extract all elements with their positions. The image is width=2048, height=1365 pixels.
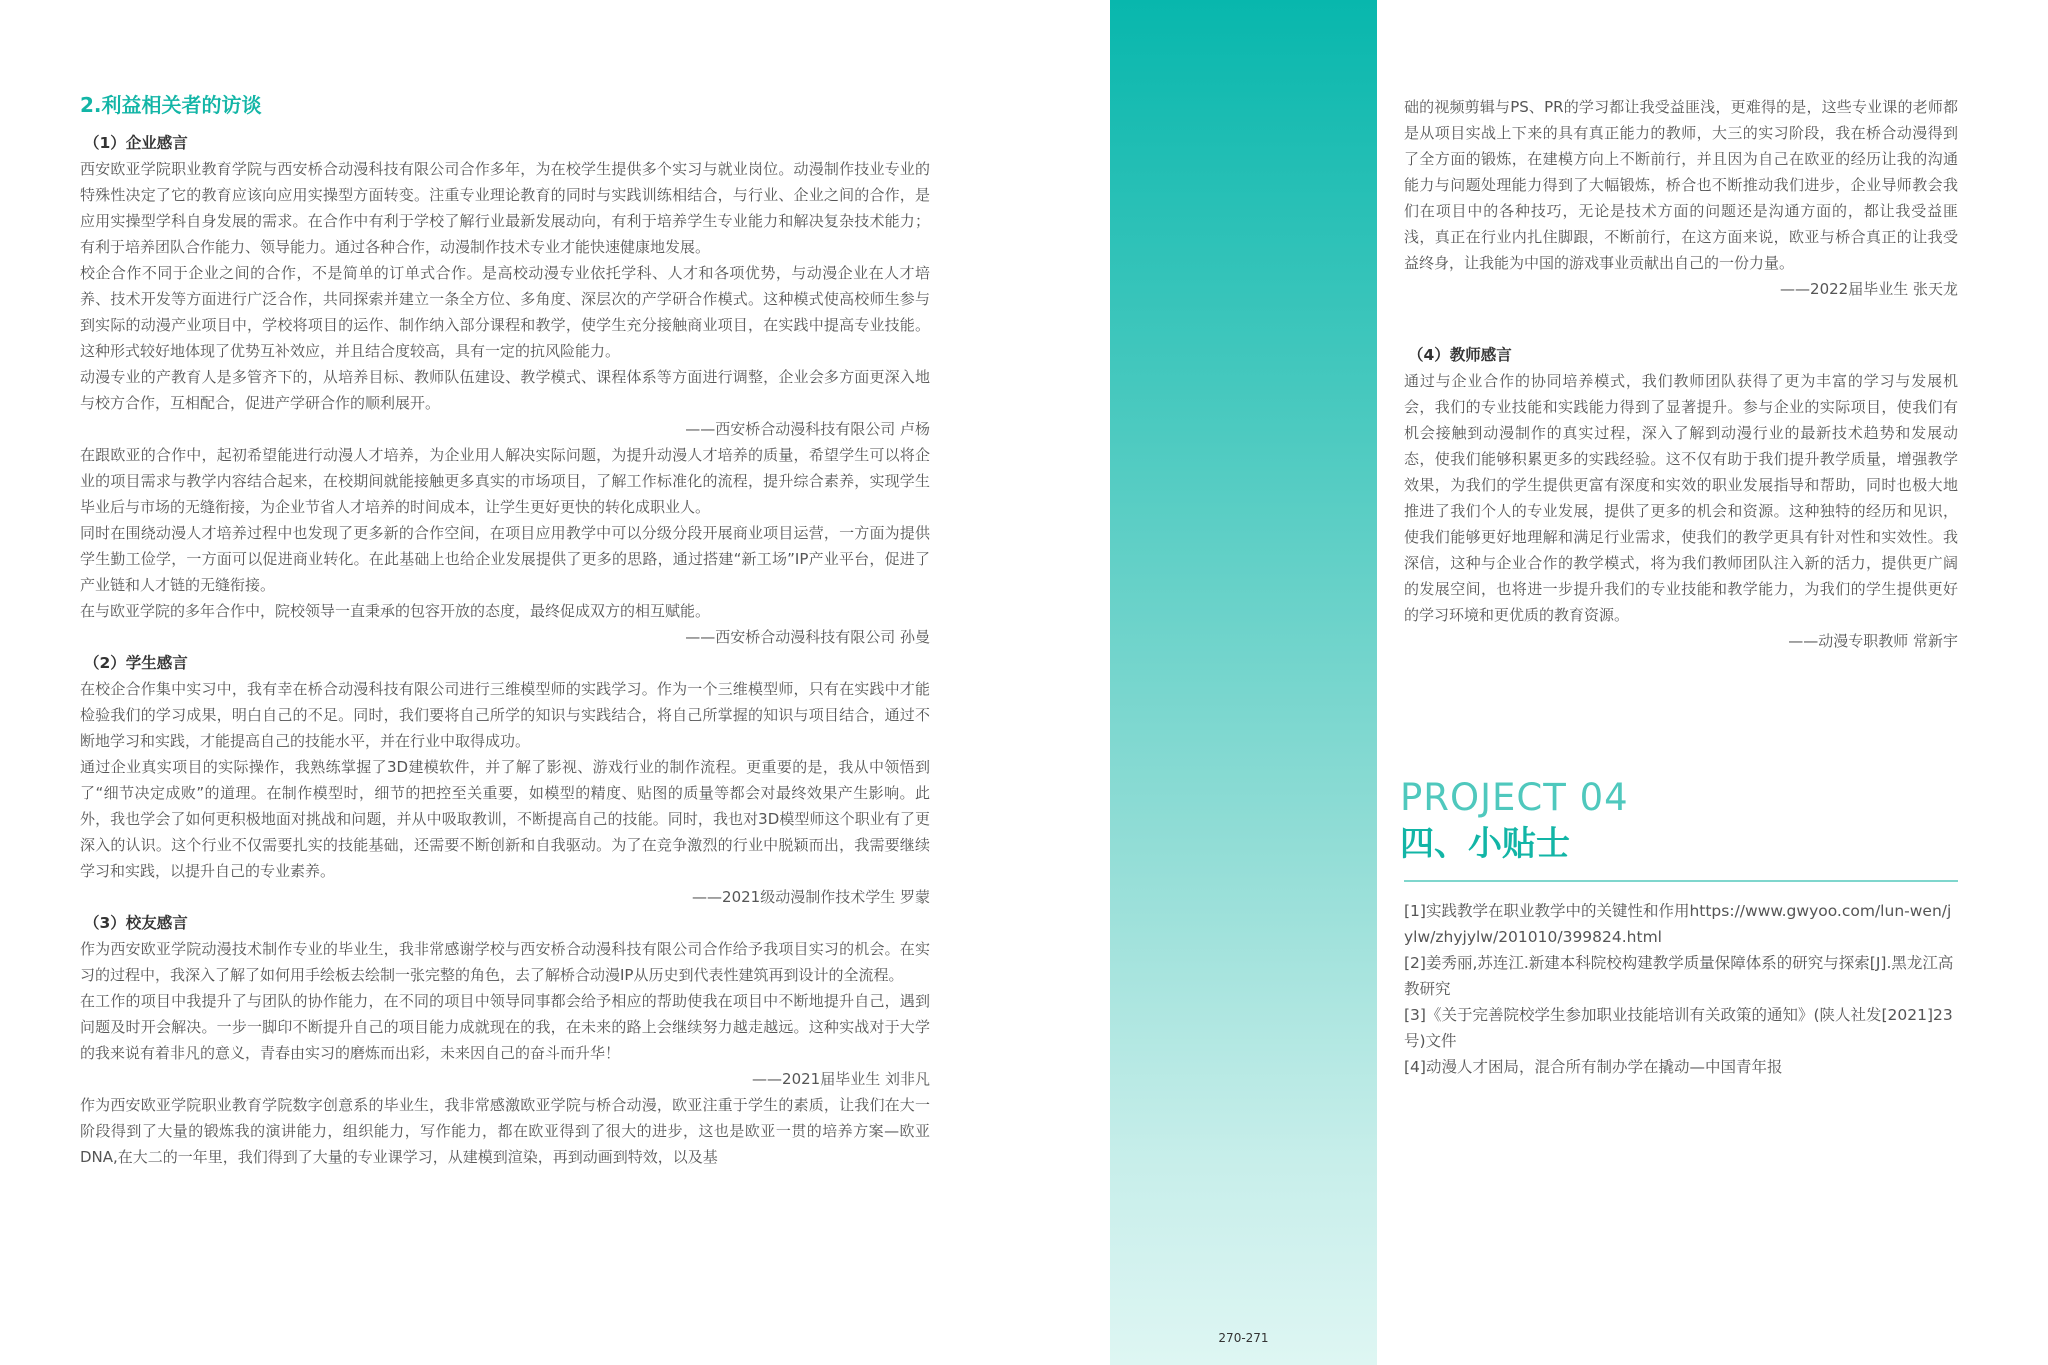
alumni-heading: （3）校友感言 bbox=[84, 914, 188, 932]
paragraph: 同时在围绕动漫人才培养过程中也发现了更多新的合作空间，在项目应用教学中可以分级分段开展商业项目运营，一方面为提供学生勤工俭学，一方面可以促进商业转化。在此基础上也给企业发展提供了更多的思路，通过搭建“新工场”IP产业平台，促进了产业链和人才链的无缝衔接。 bbox=[80, 524, 930, 594]
enterprise-heading: （1）企业感言 bbox=[84, 134, 188, 152]
paragraph: 西安欧亚学院职业教育学院与西安桥合动漫科技有限公司合作多年，为在校学生提供多个实习与就业岗位。动漫制作技业专业的特殊性决定了它的教育应该向应用实操型方面转变。注重专业理论教育的同时与实践训练相结合，与行业、企业之间的合作，是应用实操型学科自身发展的需求。在合作中有利于学校了解行业最新发展动向，有利于培养学生专业能力和解决复杂技术能力；有利于培养团队合作能力、领导能力。通过各种合作，动漫制作技术专业才能快速健康地发展。 bbox=[80, 160, 930, 256]
paragraph: 在与欧亚学院的多年合作中，院校领导一直秉承的包容开放的态度，最终促成双方的相互赋能。 bbox=[80, 602, 711, 620]
reference-item: [1]实践教学在职业教学中的关键性和作用https://www.gwyoo.com/lun-wen/jylw/zhyjylw/201010/399824.html bbox=[1404, 902, 1952, 946]
signature: ——2021级动漫制作技术学生 罗蒙 bbox=[692, 888, 930, 906]
signature: ——动漫专职教师 常新宇 bbox=[1788, 632, 1958, 650]
paragraph: 通过与企业合作的协同培养模式，我们教师团队获得了更为丰富的学习与发展机会，我们的专业技能和实践能力得到了显著提升。参与企业的实际项目，使我们有机会接触到动漫制作的真实过程，深入了解到动漫行业的最新技术趋势和发展动态，使我们能够积累更多的实践经验。这不仅有助于我们提升教学质量，增强教学效果，为我们的学生提供更富有深度和实效的职业发展指导和帮助，同时也极大地推进了我们个人的专业发展，提供了更多的机会和资源。这种独特的经历和见识，使我们能够更好地理解和满足行业需求，使我们的教学更具有针对性和实效性。我深信，这种与企业合作的教学模式，将为我们教师团队注入新的活力，提供更广阔的发展空间，也将进一步提升我们的专业技能和教学能力，为我们的学生提供更好的学习环境和更优质的教育资源。 bbox=[1404, 372, 1958, 624]
reference-item: [3]《关于完善院校学生参加职业技能培训有关政策的通知》(陕人社发[2021]23 号)文件 bbox=[1404, 1006, 1953, 1050]
section-title: 2.利益相关者的访谈 bbox=[80, 93, 262, 117]
spacer bbox=[1404, 302, 1958, 342]
signature: ——2022届毕业生 张天龙 bbox=[1780, 280, 1958, 298]
paragraph: 校企合作不同于企业之间的合作，不是简单的订单式合作。是高校动漫专业依托学科、人才和各项优势，与动漫企业在人才培养、技术开发等方面进行广泛合作，共同探索并建立一条全方位、多角度、深层次的产学研合作模式。这种模式使高校师生参与到实际的动漫产业项目中，学校将项目的运作、制作纳入部分课程和教学，使学生充分接触商业项目，在实践中提高专业技能。这种形式较好地体现了优势互补效应，并且结合度较高，具有一定的抗风险能力。 bbox=[80, 264, 930, 360]
paragraph: 动漫专业的产教育人是多管齐下的，从培养目标、教师队伍建设、教学模式、课程体系等方面进行调整，企业会多方面更深入地与校方合作，互相配合，促进产学研合作的顺利展开。 bbox=[80, 368, 930, 412]
reference-item: [4]动漫人才困局，混合所有制办学在撬动—中国青年报 bbox=[1404, 1058, 1783, 1076]
paragraph: 在跟欧亚的合作中，起初希望能进行动漫人才培养，为企业用人解决实际问题，为提升动漫人才培养的质量，希望学生可以将企业的项目需求与教学内容结合起来，在校期间就能接触更多真实的市场项目，了解工作标准化的流程，提升综合素养，实现学生毕业后与市场的无缝衔接，为企业节省人才培养的时间成本，让学生更好更快的转化成职业人。 bbox=[80, 446, 930, 516]
paragraph: 在校企合作集中实习中，我有幸在桥合动漫科技有限公司进行三维模型师的实践学习。作为一个三维模型师，只有在实践中才能检验我们的学习成果，明白自己的不足。同时，我们要将自己所学的知识与实践结合，将自己所掌握的知识与项目结合，通过不断地学习和实践，才能提高自己的技能水平，并在行业中取得成功。 bbox=[80, 680, 930, 750]
teal-gradient-strip bbox=[1110, 0, 1377, 1365]
reference-list bbox=[1404, 898, 1958, 1080]
right-column bbox=[1404, 94, 1958, 654]
paragraph: 通过企业真实项目的实际操作，我熟练掌握了3D建模软件，并了解了影视、游戏行业的制作流程。更重要的是，我从中领悟到了“细节决定成败”的道理。在制作模型时，细节的把控至关重要，如模型的精度、贴图的质量等都会对最终效果产生影响。此外，我也学会了如何更积极地面对挑战和问题，并从中吸取教训，不断提高自己的技能。同时，我也对3D模型师这个职业有了更深入的认识。这个行业不仅需要扎实的技能基础，还需要不断创新和自我驱动。为了在竞争激烈的行业中脱颖而出，我需要继续学习和实践，以提升自己的专业素养。 bbox=[80, 758, 930, 880]
project-title: 四、小贴士 bbox=[1400, 824, 1570, 864]
reference-item: [2]姜秀丽,苏连江.新建本科院校构建教学质量保障体系的研究与探索[J].黑龙江高教研究 bbox=[1404, 954, 1954, 998]
divider bbox=[1404, 880, 1958, 882]
paragraph: 础的视频剪辑与PS、PR的学习都让我受益匪浅，更难得的是，这些专业课的老师都是从项目实战上下来的具有真正能力的教师，大三的实习阶段，我在桥合动漫得到了全方面的锻炼，在建模方向上不断前行，并且因为自己在欧亚的经历让我的沟通能力与问题处理能力得到了大幅锻炼，桥合也不断推动我们进步，企业导师教会我们在项目中的各种技巧，无论是技术方面的问题还是沟通方面的，都让我受益匪浅，真正在行业内扎住脚跟，不断前行，在这方面来说，欧亚与桥合真正的让我受益终身，让我能为中国的游戏事业贡献出自己的一份力量。 bbox=[1404, 98, 1958, 272]
paragraph: 作为西安欧亚学院动漫技术制作专业的毕业生，我非常感谢学校与西安桥合动漫科技有限公司合作给予我项目实习的机会。在实习的过程中，我深入了解了如何用手绘板去绘制一张完整的角色，去了解桥合动漫IP从历史到代表性建筑再到设计的全流程。 bbox=[80, 940, 930, 984]
left-column bbox=[80, 90, 930, 1170]
paragraph: 在工作的项目中我提升了与团队的协作能力，在不同的项目中领导同事都会给予相应的帮助使我在项目中不断地提升自己，遇到问题及时开会解决。一步一脚印不断提升自己的项目能力成就现在的我，在未来的路上会继续努力越走越远。这种实战对于大学的我来说有着非凡的意义，青春由实习的磨炼而出彩，未来因自己的奋斗而升华！ bbox=[80, 992, 930, 1062]
signature: ——西安桥合动漫科技有限公司 卢杨 bbox=[685, 420, 930, 438]
teacher-heading: （4）教师感言 bbox=[1408, 346, 1512, 364]
page-number: 270-271 bbox=[1218, 1331, 1269, 1345]
signature: ——西安桥合动漫科技有限公司 孙曼 bbox=[685, 628, 930, 646]
student-heading: （2）学生感言 bbox=[84, 654, 188, 672]
signature: ——2021届毕业生 刘非凡 bbox=[752, 1070, 930, 1088]
paragraph: 作为西安欧亚学院职业教育学院数字创意系的毕业生，我非常感激欧亚学院与桥合动漫，欧亚注重于学生的素质，让我们在大一阶段得到了大量的锻炼我的演讲能力，组织能力，写作能力，都在欧亚得到了很大的进步，这也是欧亚一贯的培养方案—欧亚DNA,在大二的一年里，我们得到了大量的专业课学习，从建模到渲染，再到动画到特效，以及基 bbox=[80, 1096, 930, 1166]
project-label: PROJECT 04 bbox=[1400, 776, 1629, 819]
